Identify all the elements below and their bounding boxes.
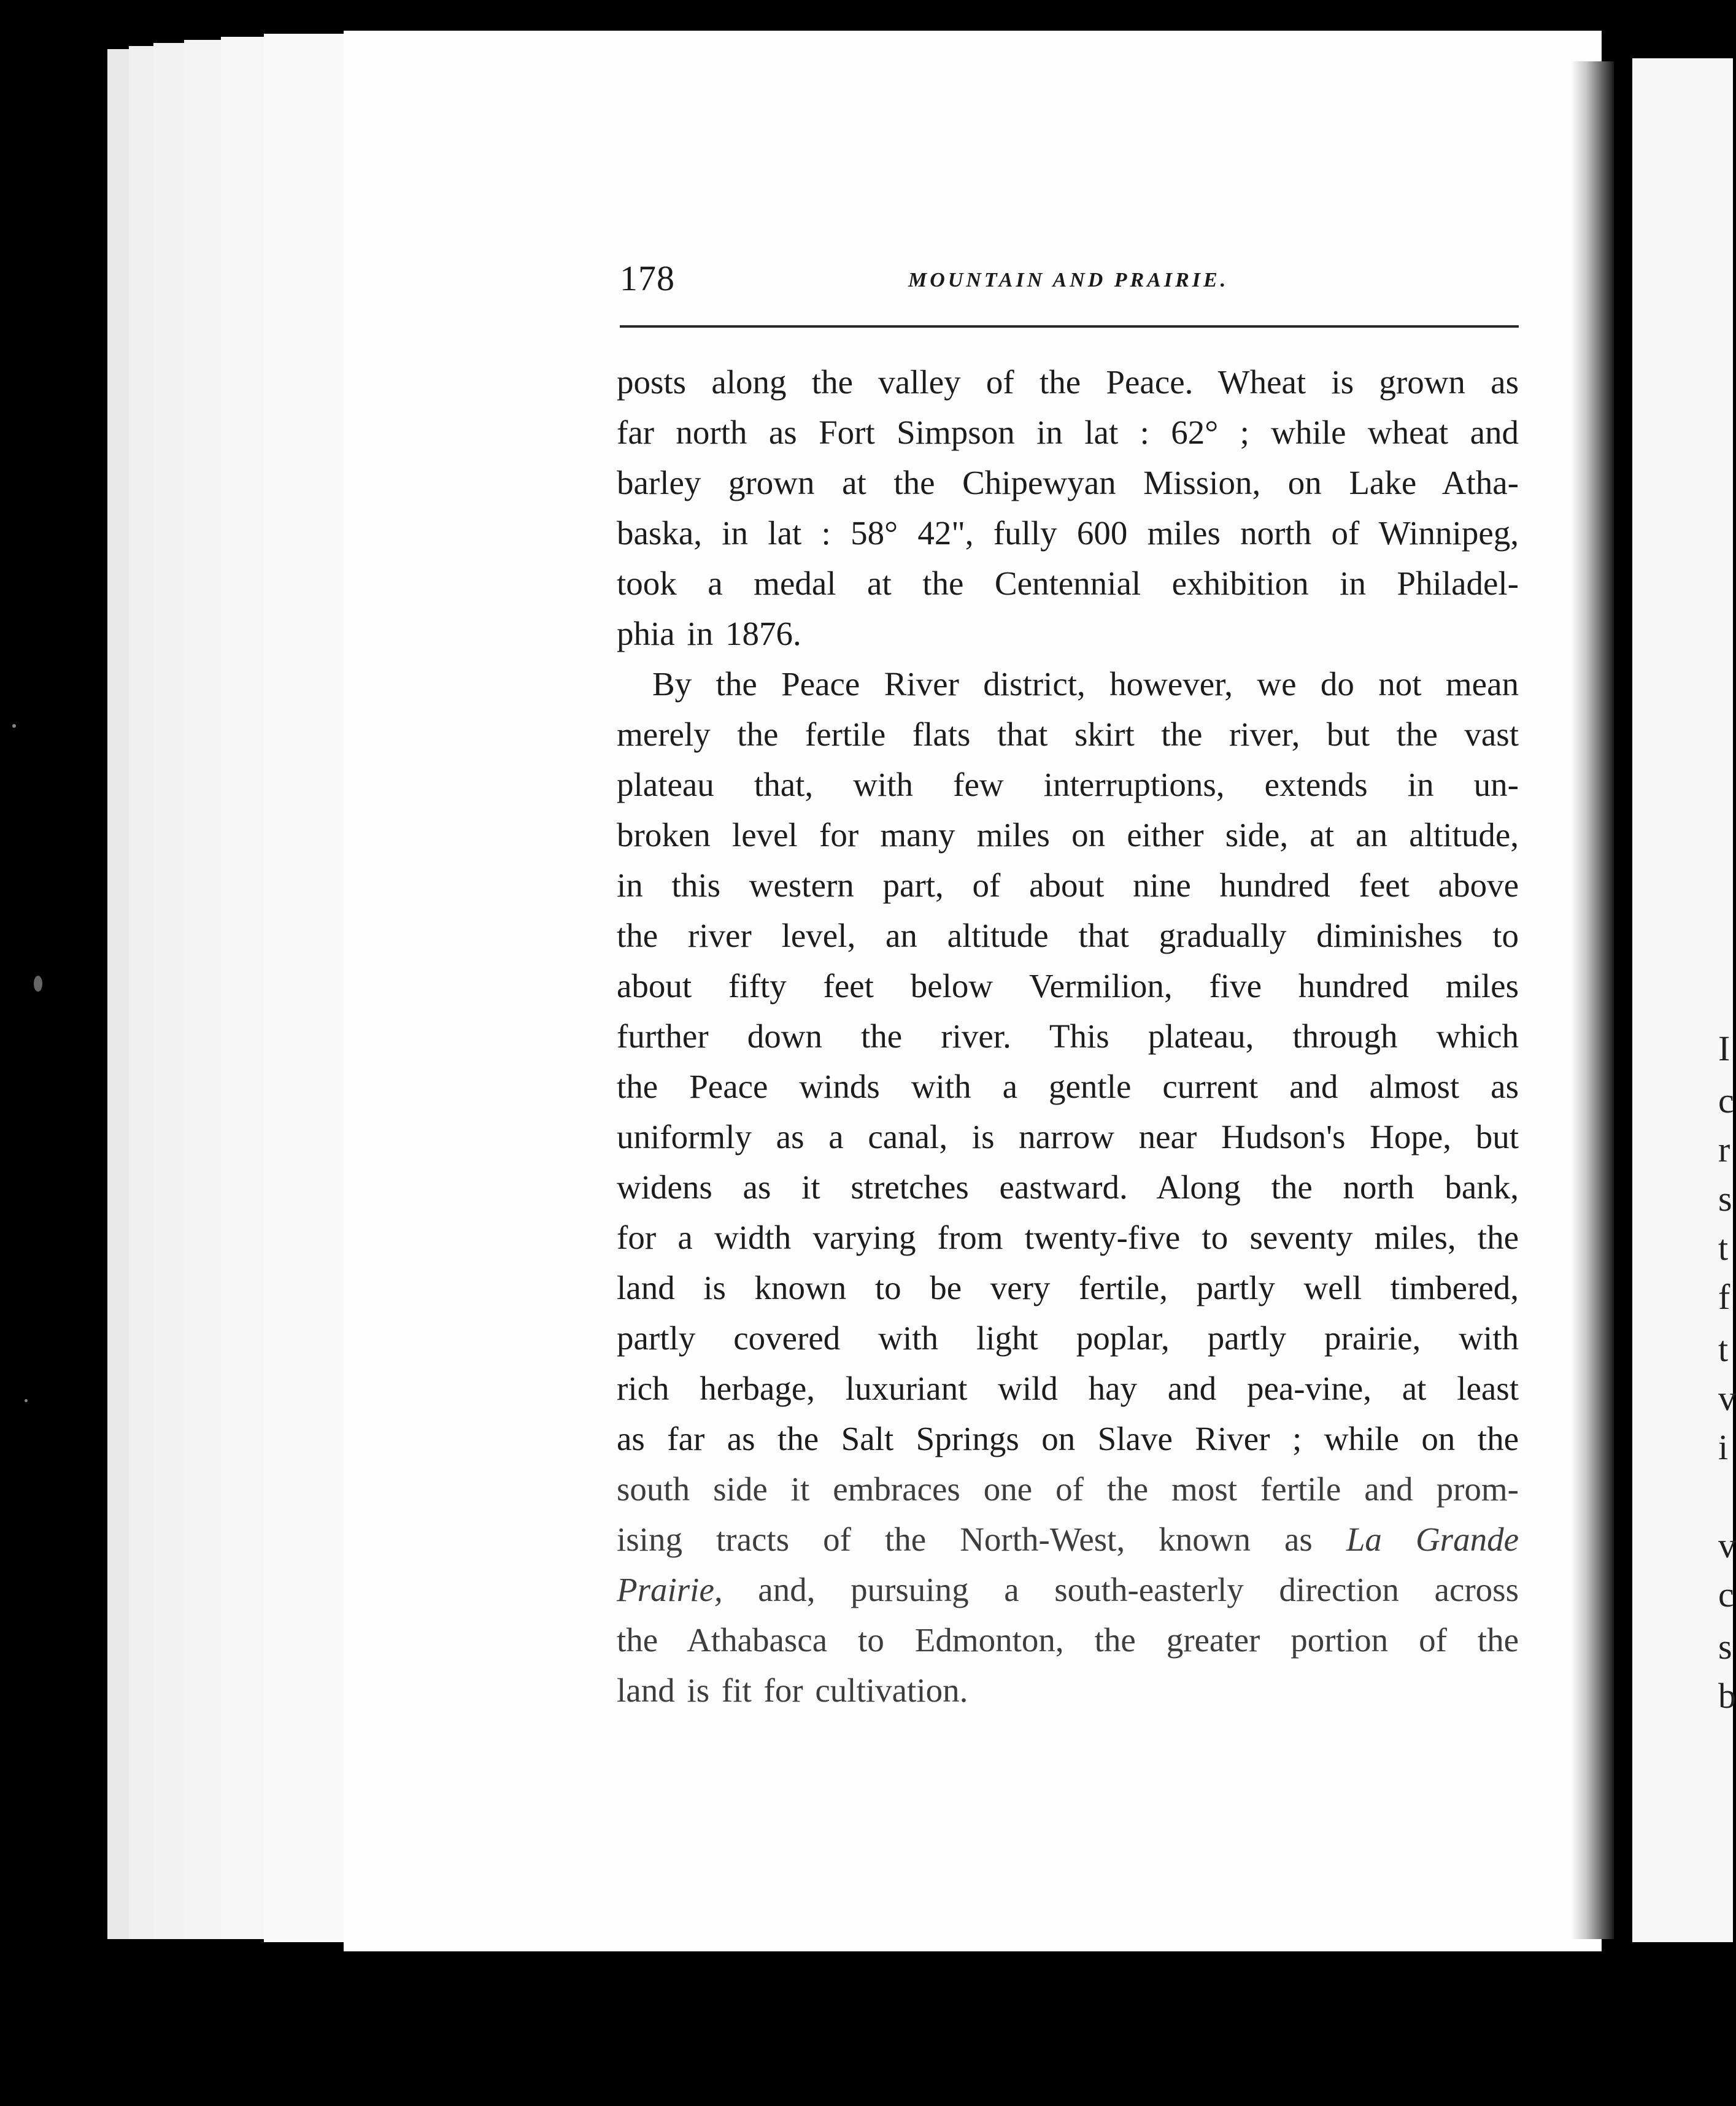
text-line: plateau that, with few interruptions, extends in un- <box>617 766 1519 803</box>
facing-page-letter: v <box>1718 1526 1736 1565</box>
text-line: land is known to be very fertile, partly well timbered, <box>617 1269 1519 1306</box>
text-line: phia in 1876. <box>617 615 801 652</box>
gutter-shadow <box>1571 61 1614 1939</box>
text-line: further down the river. This plateau, through which <box>617 1017 1519 1055</box>
text-line: broken level for many miles on either side, at an altitude, <box>617 816 1519 854</box>
text-line: widens as it stretches eastward. Along the north bank, <box>617 1168 1519 1206</box>
text-line: far north as Fort Simpson in lat : 62° ; while wheat and <box>617 414 1519 451</box>
scan-speck <box>12 724 16 728</box>
italic-place-name: Prairie, <box>617 1571 723 1608</box>
facing-page-letter: t <box>1718 1228 1729 1268</box>
facing-page-letter: s <box>1718 1179 1732 1219</box>
text-fragment: and, pursuing a south-easterly direction across <box>722 1571 1519 1608</box>
text-line: By the Peace River district, however, we do not mean <box>652 665 1519 703</box>
page-number: 178 <box>620 258 675 298</box>
scan-speck <box>34 976 42 992</box>
facing-page-letter: t <box>1718 1329 1729 1369</box>
text-line <box>617 1514 1519 1565</box>
text-line: south side it embraces one of the most fertile and prom- <box>617 1470 1519 1508</box>
text-line: posts along the valley of the Peace. Wheat is grown as <box>617 363 1519 401</box>
text-line: land is fit for cultivation. <box>617 1672 968 1709</box>
paragraph <box>617 659 1519 1716</box>
text-fragment: ising tracts of the North-West, known as <box>617 1521 1313 1558</box>
text-line: the river level, an altitude that gradually diminishes to <box>617 917 1519 954</box>
text-line: about fifty feet below Vermilion, five hundred miles <box>617 967 1519 1005</box>
text-line: partly covered with light poplar, partly prairie, with <box>617 1319 1519 1357</box>
text-line: in this western part, of about nine hundred feet above <box>617 866 1519 904</box>
facing-page-letter: c <box>1718 1575 1734 1614</box>
running-title: MOUNTAIN AND PRAIRIE. <box>908 269 1229 291</box>
facing-page-letter: I <box>1718 1028 1730 1068</box>
facing-page-letter: v <box>1718 1378 1736 1418</box>
text-line: took a medal at the Centennial exhibition in Philadel- <box>617 565 1519 602</box>
text-line: the Athabasca to Edmonton, the greater portion of the <box>617 1621 1519 1659</box>
scan-speck <box>25 1399 28 1402</box>
text-line <box>617 1565 1519 1615</box>
facing-page-letter: f <box>1718 1277 1730 1317</box>
paragraph <box>617 357 1519 659</box>
facing-page-letter: r <box>1718 1130 1730 1170</box>
text-line: rich herbage, luxuriant wild hay and pea-vine, at least <box>617 1370 1519 1407</box>
facing-page-letter: i <box>1718 1427 1729 1467</box>
text-line: barley grown at the Chipewyan Mission, on Lake Atha- <box>617 464 1519 501</box>
text-line: as far as the Salt Springs on Slave River ; while on the <box>617 1420 1519 1457</box>
text-line: uniformly as a canal, is narrow near Hudson's Hope, but <box>617 1118 1519 1155</box>
page-header <box>620 258 1516 307</box>
text-line: merely the fertile flats that skirt the river, but the vast <box>617 716 1519 753</box>
text-line: for a width varying from twenty-five to seventy miles, the <box>617 1219 1519 1256</box>
facing-page-letter: s <box>1718 1627 1732 1667</box>
italic-place-name: La Grande <box>1346 1521 1519 1558</box>
text-line: baska, in lat : 58° 42", fully 600 miles north of Winnipeg, <box>617 514 1519 552</box>
text-line: the Peace winds with a gentle current and almost as <box>617 1068 1519 1105</box>
body-text <box>617 357 1519 1716</box>
header-rule <box>620 325 1519 328</box>
facing-page-letter: b <box>1718 1676 1736 1716</box>
facing-page-letter: c <box>1718 1081 1734 1120</box>
